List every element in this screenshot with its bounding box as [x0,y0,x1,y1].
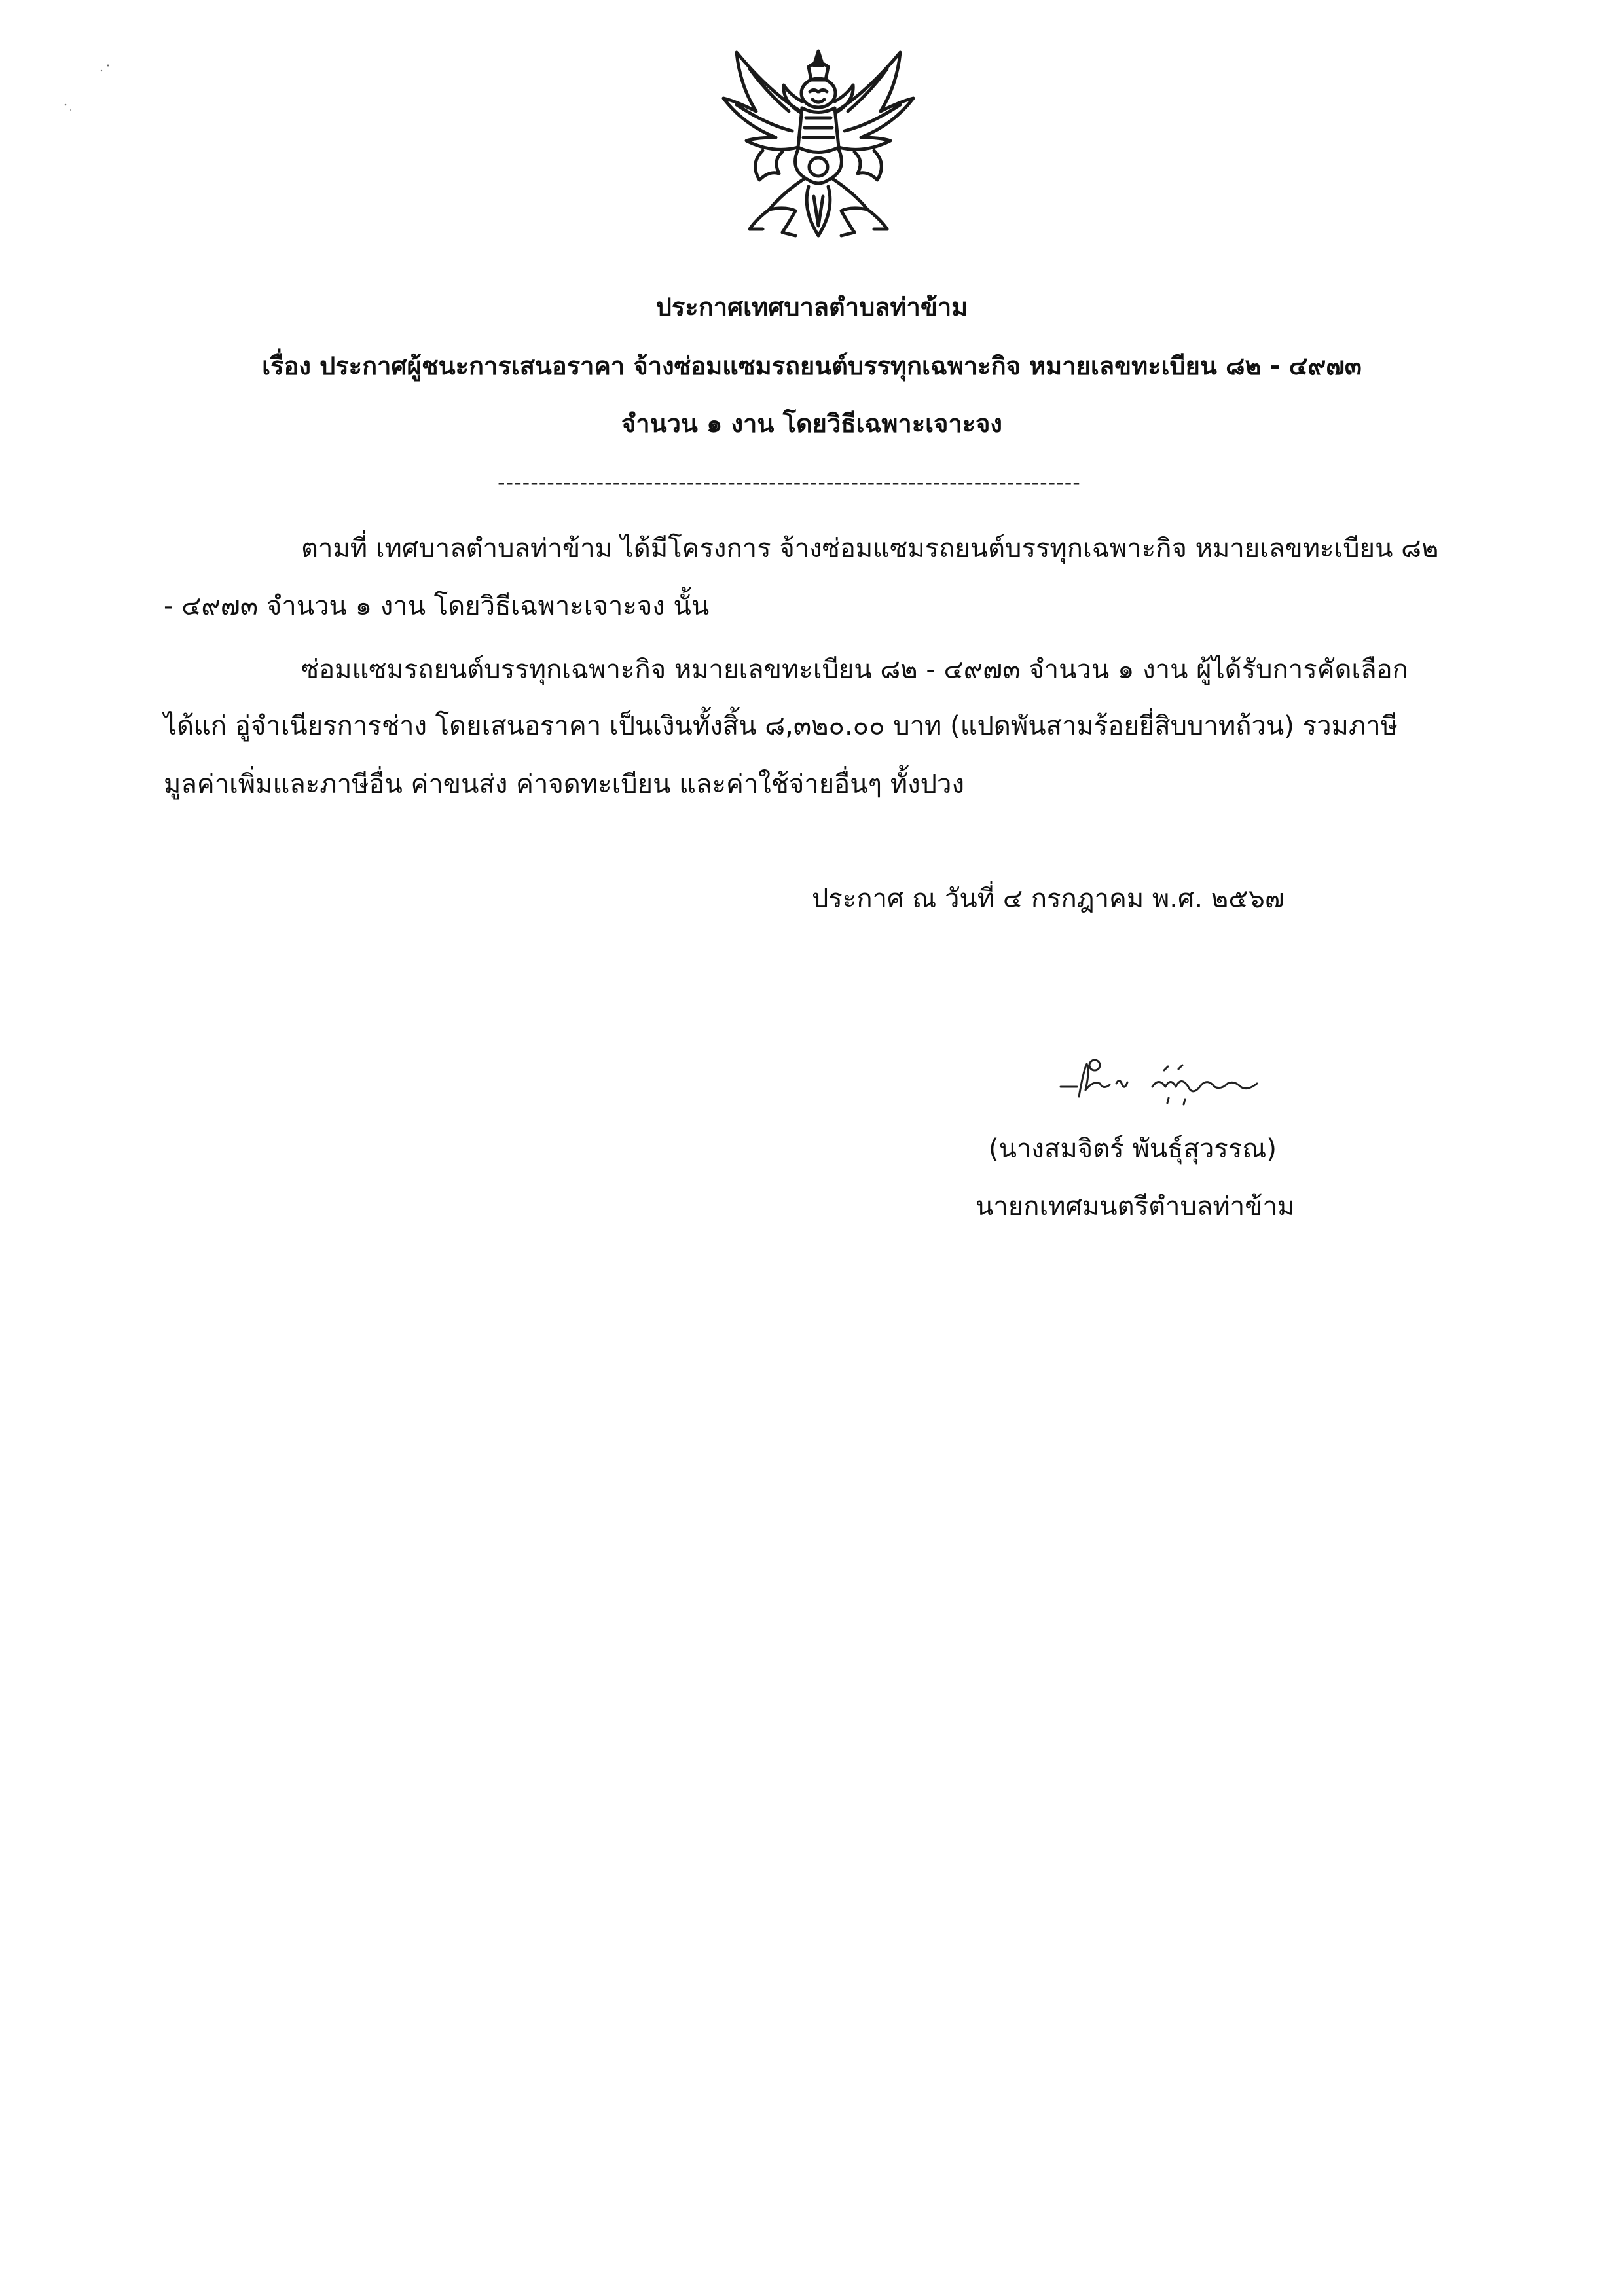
signer-title: นายกเทศมนตรีตำบลท่าข้าม [976,1192,1295,1222]
paragraph1-line2: - ๔๙๗๓ จำนวน ๑ งาน โดยวิธีเฉพาะเจาะจง นั้น [164,591,710,621]
title-divider: ----------------------------------------------------------------------- [498,470,1081,495]
paragraph2-line1: ซ่อมแซมรถยนต์บรรทุกเฉพาะกิจ หมายเลขทะเบียน ๘๒ - ๔๙๗๓ จำนวน ๑ งาน ผู้ได้รับการคัดเลือก [301,655,1408,685]
paragraph1-line1: ตามที่ เทศบาลตำบลท่าข้าม ได้มีโครงการ จ้างซ่อมแซมรถยนต์บรรทุกเฉพาะกิจ หมายเลขทะเบียน ๘๒ [301,534,1439,564]
document-subject-line2: จำนวน ๑ งาน โดยวิธีเฉพาะเจาะจง [621,409,1002,438]
garuda-emblem-icon [710,39,926,255]
announcement-date: ประกาศ ณ วันที่ ๔ กรกฎาคม พ.ศ. ๒๕๖๗ [812,884,1285,914]
paragraph2-line3: มูลค่าเพิ่มและภาษีอื่น ค่าขนส่ง ค่าจดทะเบียน และค่าใช้จ่ายอื่นๆ ทั้งปวง [164,769,965,799]
handwritten-signature-icon [1054,1051,1270,1110]
document-subject: เรื่อง ประกาศผู้ชนะการเสนอราคา จ้างซ่อมแซมรถยนต์บรรทุกเฉพาะกิจ หมายเลขทะเบียน ๘๒ - ๔๙๗๓ [262,352,1362,380]
paragraph2-line2: ได้แก่ อู่จำเนียรการช่าง โดยเสนอราคา เป็นเงินทั้งสิ้น ๘,๓๒๐.๐๐ บาท (แปดพันสามร้อยยี่สิบบาทถ้วน) รวมภาษี [164,711,1398,741]
signer-name: (นางสมจิตร์ พันธุ์สุวรรณ) [989,1134,1277,1164]
scan-specks [39,46,131,124]
document-title: ประกาศเทศบาลตำบลท่าข้าม [655,293,968,321]
